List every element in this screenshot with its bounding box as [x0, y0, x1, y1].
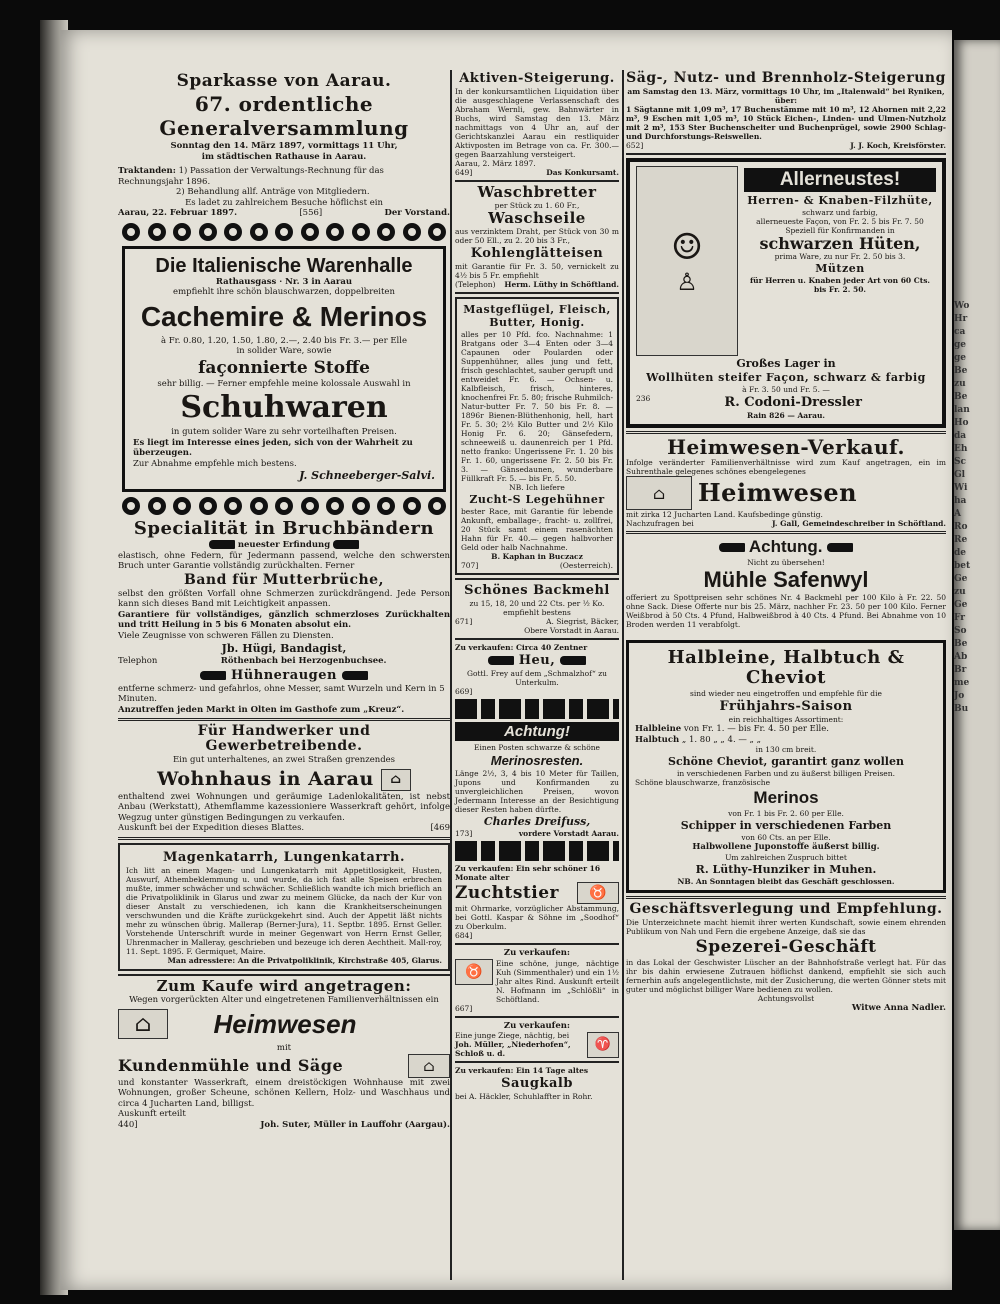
ad-sender: bei A. Häckler, Schuhlaffter in Rohr. — [455, 1092, 593, 1101]
right-page-fragment: ca — [954, 327, 966, 337]
ad-text: Wegen vorgerückten Alter und eingetretenen Familienverhältnissen ein — [129, 994, 439, 1005]
ad-kuh — [455, 948, 619, 1013]
ad-number: 649] — [455, 168, 473, 177]
pointing-hand-icon — [333, 540, 359, 549]
ad-text: in verschiedenen Farben und zu äußerst billigen Preisen. — [677, 769, 895, 778]
ornament-rings — [118, 221, 450, 243]
ring-ornament-icon — [250, 497, 268, 515]
ring-ornament-icon — [352, 223, 370, 241]
ad-text: schwarz und farbig, — [802, 208, 878, 217]
ad-heimwesen-muehle — [118, 976, 450, 1131]
ad-headline: Waschseile — [488, 209, 586, 227]
ad-subheadline: Hühneraugen — [231, 667, 337, 683]
right-page-fragment: Fr — [954, 613, 965, 623]
ring-ornament-icon — [122, 497, 140, 515]
ad-number: 652] — [626, 141, 644, 150]
ad-headline: Schuhwaren — [180, 390, 388, 425]
ad-headline: Mühle Safenwyl — [703, 567, 869, 592]
right-page-fragment: me — [954, 678, 970, 688]
divider — [455, 180, 619, 182]
ad-title: Aktiven-Steigerung. — [459, 71, 615, 86]
ad-text: per Stück zu 1. 60 Fr., — [494, 201, 580, 210]
right-page-fragment: Be — [954, 392, 968, 402]
ring-ornament-icon — [428, 223, 446, 241]
ad-headline: Merinos — [753, 788, 819, 807]
ad-sender: Charles Dreifuss, — [483, 815, 591, 828]
right-page-fragment: Gl — [954, 470, 966, 480]
ad-text: Auskunft bei der Expedition dieses Blattes. — [118, 823, 305, 833]
ad-sender: J. Gall, Gemeindeschreiber in Schöftland. — [771, 519, 946, 528]
ad-sender: Joh. Suter, Müller in Lauffohr (Aargau). — [260, 1119, 450, 1130]
ring-ornament-icon — [148, 223, 166, 241]
ad-number: 440] — [118, 1119, 138, 1130]
ad-text: „ 1. 80 „ „ 4. — „ „ — [681, 734, 762, 745]
ad-text: Zu verkaufen: Circa 40 Zentner — [455, 643, 588, 652]
ad-heu — [455, 643, 619, 696]
right-page-fragment: bet — [954, 561, 971, 571]
right-page-fragment: Jo — [954, 691, 965, 701]
ad-magenkatarrh — [118, 843, 450, 971]
ad-text: Garantiere für vollständiges, gänzlich schmerzloses Zurückhalten und tritt Heilung in 5 bis 6 Monaten absolut ein. — [118, 609, 450, 630]
right-page-fragment: A — [954, 509, 961, 519]
divider — [455, 943, 619, 945]
ad-headline: Kohlenglätteisen — [470, 246, 604, 261]
ad-text: Eine schöne, junge, nächtige Kuh (Simmenthaler) und ein 1½ Jahr altes Rind. Auskunft erteilt N. Hofmann im „Schlößli“ in Schöftland. — [496, 958, 619, 1004]
right-page-fragment: Wi — [954, 483, 968, 493]
right-page-fragment: ha — [954, 496, 967, 506]
ad-title: Achtung. — [748, 537, 823, 556]
column-3 — [622, 70, 950, 1013]
ad-title: Sparkasse von Aarau. — [176, 71, 392, 91]
ad-text: Schöne blauschwarze, französische — [635, 778, 771, 787]
ad-text: Gottl. Frey auf dem „Schmalzhof“ zu Unterkulm. — [467, 669, 607, 687]
ad-text: sehr billig. — Ferner empfehle meine kolossale Auswahl in — [157, 378, 411, 389]
ad-label: Traktanden: — [118, 166, 176, 176]
right-page-fragment: lan — [954, 405, 970, 415]
ad-warenhalle — [122, 246, 446, 493]
ornament-band — [455, 699, 619, 719]
ad-place: Obere Vorstadt in Aarau. — [524, 626, 619, 635]
ad-phone: (Telephon) — [455, 280, 496, 289]
ring-ornament-icon — [275, 223, 293, 241]
ad-number: 667] — [455, 1003, 473, 1013]
right-page-fragment: zu — [954, 587, 966, 597]
ad-text: aus verzinktem Draht, per Stück von 30 m oder 50 Ell., zu 2. 20 bis 3 Fr., — [455, 227, 619, 245]
ad-sender: J. Schneeberger-Salvi. — [299, 469, 435, 482]
ad-title: Allerneustes! — [744, 168, 936, 192]
ring-ornament-icon — [326, 497, 344, 515]
ad-number: 669] — [455, 687, 473, 696]
right-page-fragment: Ab — [954, 652, 968, 662]
ad-text: von Fr. 1. — bis Fr. 4. 50 per Elle. — [683, 724, 830, 734]
column-1 — [118, 70, 450, 1130]
ad-label: Halbtuch — [635, 734, 680, 745]
right-page-fragment: Ro — [954, 522, 968, 532]
right-page-fragment: So — [954, 626, 967, 636]
ad-text: Anzutreffen jeden Markt in Olten im Gasthofe zum „Kreuz“. — [118, 704, 405, 715]
ring-ornament-icon — [173, 497, 191, 515]
bull-illustration: ♉ — [577, 882, 619, 904]
right-page-fragment: Eh — [954, 444, 968, 454]
ad-subheadline: Großes Lager in — [736, 357, 836, 370]
ad-text: Ich litt an einem Magen- und Lungenkatarrh mit Appetitlosigkeit, Husten, Auswurf, Athembeklemmung u. und wurde, da ich fast alle Speisen erbrechen mußte, immer schwächer und schwächer. Schließlich wandte ich mich brieflich an die Privatpoliklinik in Glarus und zwar zu meinem Glücke, da nach der Kur von dieser Anstalt zu verschiedenen, ich kann die Krankheitserscheinungen verschwunden und die Kräfte zurückgekehrt sind. Auch der Appetit läßt nichts mehr zu wünschen übrig. Mallerap (Berner-Jura), 11. Septbr. 1895. Ernst Geller. Vorstehende Unterschrift wurde in meiner Gegenwart von Herrn Ernst Geller, Uhrenmacher in Malleray, geschrieben und bezeuge ich deren Aechtheit. Mall-roy, 11. Sept. 1895. F. Germiquet, Maire. — [126, 865, 442, 956]
ad-text: prima Ware, zu nur Fr. 2. 50 bis 3. — [774, 252, 906, 261]
ad-holz — [626, 71, 946, 150]
ad-text: Zur Abnahme empfehle mich bestens. — [133, 458, 297, 469]
ad-geschaeft — [626, 902, 946, 1014]
ad-subheadline: Band für Mutterbrüche, — [184, 571, 384, 588]
ad-subheadline: Wollhüten steifer Façon, schwarz & farbig — [646, 371, 926, 384]
pointing-hand-icon — [719, 543, 745, 552]
divider — [455, 1061, 619, 1063]
ad-title: Zum Kaufe wird angetragen: — [156, 976, 412, 995]
ad-text: Es ladet zu zahlreichem Besuche höflichst ein — [185, 197, 383, 208]
ad-title: Geschäftsverlegung und Empfehlung. — [629, 900, 943, 917]
ad-text: Achtungsvollst — [757, 993, 815, 1003]
ad-headline: Waschbretter — [477, 183, 597, 201]
ad-text: mit zirka 12 Jucharten Land. Kaufsbedinge günstig. — [626, 510, 823, 519]
ad-title: Die Italienische Warenhalle — [155, 254, 413, 277]
ad-number: 671] — [455, 617, 473, 626]
pointing-hand-icon — [342, 671, 368, 680]
ad-text: in solider Ware, sowie — [236, 346, 332, 356]
ad-bruchband — [118, 519, 450, 715]
ad-text: und konstanter Wasserkraft, einem dreistöckigen Wohnhause mit zwei Wohnungen, großer Scheune, schönen Kellern, Holz- und Waschhaus und circa 4 Jucharten Land, billigst. — [118, 1077, 450, 1109]
right-page-fragment: ge — [954, 353, 967, 363]
ad-text: Die Unterzeichnete macht hiemit ihrer werten Kundschaft, sowie einem ehrenden Publikum von Nah und Fern die ergebene Anzeige, daß sie das — [626, 917, 946, 936]
right-page-fragment: Be — [954, 639, 968, 649]
ad-subheadline: Frühjahrs-Saison — [719, 699, 853, 714]
ring-ornament-icon — [250, 223, 268, 241]
ad-text: Eine junge Ziege, nächtig, bei — [455, 1031, 570, 1040]
right-page-edge — [954, 40, 1000, 1230]
ad-place: Röthenbach bei Herzogenbuchsee. — [220, 656, 387, 666]
ad-headline: Heu, — [518, 653, 556, 668]
ad-place: Rain 826 — Aarau. — [746, 411, 826, 420]
pointing-hand-icon — [209, 540, 235, 549]
ad-sender: Joh. Müller, „Niederhofen“, Schloß u. d. — [455, 1040, 571, 1058]
divider — [118, 837, 450, 840]
house-icon: ⌂ — [381, 769, 411, 791]
ad-number: [469 — [430, 823, 450, 833]
ring-ornament-icon — [275, 497, 293, 515]
farmhouse-illustration: ⌂ — [626, 476, 692, 510]
pointing-hand-icon — [560, 656, 586, 665]
ad-headline: Wohnhaus in Aarau ⌂ — [118, 767, 450, 791]
ad-subheadline: Herren- & Knaben-Filzhüte, — [747, 194, 933, 207]
ad-text: offeriert zu Spottpreisen sehr schönes Nr. 4 Backmehl per 100 Kilo à Fr. 22. 50 ohne Sack. Diese Offerte nur bis 25. März, nachher Fr. 23. 50 per 100 Kilo. Ferner Weißbrod à 50 Cts. 4 Pfund, Halbweißbrod à 40 Cts. 4 Pfund. Bei Abnahme von 10 Broden werden 11 verabfolgt. — [626, 593, 946, 629]
ad-sender: Herm. Lüthy in Schöftland. — [504, 280, 619, 289]
mill-illustration: ⌂ — [408, 1054, 450, 1078]
ad-text: von 60 Cts. an per Elle. — [741, 833, 831, 842]
ad-backmehl — [455, 583, 619, 635]
ring-ornament-icon — [326, 223, 344, 241]
ad-text: 1 Sägtanne mit 1,09 m³, 17 Buchenstämme mit 10 m³, 12 Ahornen mit 2,22 m³, 9 Eschen mit 1,05 m³, 10 Stück Eichen-, Linden- und Ulmen-Nutzholz mit 2 m³, 153 Ster Buchenscheiter und Buchenprügel, sowie 2900 Schlag- und Durchforstungs-Reiswellen. — [626, 105, 946, 141]
ad-text: Nachzufragen bei — [626, 519, 694, 528]
ad-number: [556] — [299, 208, 323, 218]
ad-headline: Zuchtstier — [455, 883, 559, 903]
ad-text: alles per 10 Pfd. fco. Nachnahme: 1 Bratgans oder 3—4 Enten oder 3—4 Capaunen oder Poularden oder Suppenhühner, alles jung und fett, frisch geschlachtet, sauber gerupft und entweidet Fr. 6. — Ochsen- u. Kalbfleisch, frisch, hinteres, knochenfrei Fr. 5. 80; frische Ruhmilch-Natur-butter Fr. 7. 50 bis Fr. 8. — 1896r Bienen-Blüthenhonig, hell, hart Fr. 5. 30; 2½ Kilo Butter und 2½ Kilo Honig Fr. 6. 20; Gänsefedern, schneeweiß u. daunenreich per 1 Pfd. netto franko: Ungerissene Fr. 1. 20 bis Fr. 1. 60, ungerissene Fr. 2. 50 bis Fr. 3. — Gänsedaunen, wunderbare Füllkraft Fr. 5. — bis Fr. 5. 50. — [461, 330, 613, 483]
right-page-fragment: da — [954, 431, 967, 441]
ornament-rings — [118, 495, 450, 517]
ad-subheadline: Schipper in verschiedenen Farben — [680, 819, 892, 832]
right-page-fragment: zu — [954, 379, 966, 389]
ad-title: Achtung! — [455, 722, 619, 741]
divider — [626, 153, 946, 155]
ad-place: (Oesterreich). — [559, 561, 613, 570]
ring-ornament-icon — [122, 223, 140, 241]
ad-text: enthaltend zwei Wohnungen und geräumige Ladenlokalitäten, ist nebst Anbau (Werkstatt), Athemflamme kazessioniere Wasserkraft gehört, infolge Wegzug unter günstigen Bedingungen zu verkaufen. — [118, 791, 450, 823]
ad-achtung-merinos — [455, 722, 619, 838]
ad-text: empfiehlt ihre schön blauschwarzen, doppelbreiten — [173, 287, 395, 297]
ring-ornament-icon — [173, 223, 191, 241]
ad-halbleine — [626, 640, 946, 893]
pointing-hand-icon — [827, 543, 853, 552]
ad-waschbretter — [455, 185, 619, 289]
ad-text: neuester Erfindung — [237, 540, 331, 550]
ad-title: Magenkatarrh, Lungenkatarrh. — [162, 849, 406, 865]
divider — [455, 578, 619, 580]
ad-text: in das Lokal der Geschwister Lüscher an der Bahnhofstraße verlegt hat. Für das ihr bis dahin erwiesene Zutrauen höflichst dankend, empfiehlt sie sich auch fernerhin aufs angelegentlichste, mit der Zusicherung, die werten Gönner stets mit guter und möglichst billiger Ware bedienen zu wollen. — [626, 957, 946, 994]
ad-headline: Heimwesen — [698, 478, 858, 507]
ring-ornament-icon — [148, 497, 166, 515]
ornament-rings — [626, 631, 946, 637]
ad-text: im städtischen Rathause in Aarau. — [201, 151, 367, 162]
ad-heimwesen-verkauf — [626, 437, 946, 528]
ad-text: mit Ohrmarke, vorzüglicher Abstammung, bei Gottl. Kaspar & Söhne im „Soodhof“ zu Oberkulm. — [455, 904, 619, 931]
ad-sender: A. Siegrist, Bäcker, — [546, 617, 619, 626]
ad-text: Infolge veränderter Familienverhältnisse wird zum Kauf angetragen, ein im Suhrenthale gelegenes schönes ebengelegenes — [626, 458, 946, 476]
ring-ornament-icon — [301, 223, 319, 241]
ad-headline: Saugkalb — [501, 1076, 573, 1091]
ad-aktiven — [455, 71, 619, 177]
right-page-fragment: Br — [954, 665, 967, 675]
ad-sender: Jb. Hügi, Bandagist, — [221, 642, 347, 655]
ad-text: Nicht zu übersehen! — [747, 558, 825, 567]
ad-text: ein reichhaltiges Assortiment: — [728, 715, 844, 724]
ad-subheadline: Schöne Cheviot, garantirt ganz wollen — [668, 755, 904, 768]
right-page-fragment: Be — [954, 366, 968, 376]
ad-text: In der konkursamtlichen Liquidation über die ausgeschlagene Verlassenschaft des Abraham Wernli, gew. Bahnwärter in Buchs, wird Samstag den 13. März nachmittags von 4 Uhr an, auf der Gerichtskanzlei Aarau ein restliquider Aktivposten im Betrage von ca. Fr. 300.— gegen Baarzahlung versteigert. — [455, 87, 619, 159]
ad-text: NB. Ich liefere — [509, 483, 565, 492]
ad-headline: Merinosresten. — [490, 753, 584, 768]
ad-text: 2) Behandlung allf. Anträge von Mitgliedern. — [176, 187, 370, 197]
ad-text: 1) Passation der Verwaltungs-Rechnung für das Rechnungsjahr 1896. — [118, 166, 384, 187]
ad-headline: 67. ordentliche Generalversammlung — [159, 92, 409, 140]
right-page-fragment: Wo — [954, 301, 970, 311]
ad-subheadline: Kundenmühle und Säge — [118, 1055, 344, 1075]
ad-text: entferne schmerz- und gefahrlos, ohne Messer, samt Wurzeln und Kern in 5 Minuten. — [118, 683, 445, 704]
ad-text: in 130 cm breit. — [755, 745, 817, 754]
ad-place: vordere Vorstadt Aarau. — [518, 829, 619, 838]
ad-label: Halbleine — [635, 724, 682, 734]
ring-ornament-icon — [199, 223, 217, 241]
ad-text: Halbwollene Juponstoffe äußerst billig. — [692, 842, 880, 852]
ad-text: mit Garantie für Fr. 3. 50, vernickelt zu 4½ bis 5 Fr. empfiehlt — [455, 262, 619, 280]
right-page-fragment: de — [954, 548, 967, 558]
ad-headline: Schönes Backmehl — [464, 583, 610, 598]
ad-text: Zu verkaufen: Ein 14 Tage altes — [455, 1066, 589, 1075]
ad-sparkasse — [118, 71, 450, 219]
ring-ornament-icon — [301, 497, 319, 515]
ad-sender: Der Vorstand. — [384, 208, 450, 218]
ad-text: à Fr. 3. 50 und Fr. 5. — — [742, 385, 830, 394]
farmhouse-illustration: ⌂ — [118, 1009, 168, 1039]
ring-ornament-icon — [377, 223, 395, 241]
ad-sender: R. Codoni-Dressler — [724, 395, 862, 410]
divider — [455, 292, 619, 294]
divider — [455, 638, 619, 640]
ring-ornament-icon — [199, 497, 217, 515]
ring-ornament-icon — [377, 497, 395, 515]
ad-text: in gutem solider Ware zu sehr vorteilhaften Preisen. — [171, 427, 397, 437]
ad-text: Zu verkaufen: Ein sehr schöner 16 Monate alter — [455, 864, 601, 882]
ring-ornament-icon — [403, 223, 421, 241]
ad-subheadline: façonnierte Stoffe — [198, 357, 370, 378]
right-page-fragment: Hr — [954, 314, 968, 324]
hat-seller-illustration: ☺ ♙ — [636, 166, 738, 356]
ring-ornament-icon — [352, 497, 370, 515]
ad-note: NB. An Sonntagen bleibt das Geschäft geschlossen. — [677, 876, 895, 886]
ad-note: Es liegt im Interesse eines jeden, sich von der Wahrheit zu überzeugen. — [133, 437, 413, 458]
ring-ornament-icon — [224, 497, 242, 515]
ad-title: Heimwesen-Verkauf. — [667, 435, 905, 459]
ad-zuchtstier — [455, 864, 619, 940]
ad-sender: Das Konkursamt. — [546, 168, 619, 177]
ad-headline: Spezerei-Geschäft — [695, 936, 877, 957]
ad-subheadline: Mützen — [815, 262, 865, 275]
divider — [626, 431, 946, 434]
divider — [118, 974, 450, 976]
right-page-fragment: Ge — [954, 600, 968, 610]
ad-text: von Fr. 1 bis Fr. 2. 60 per Elle. — [728, 809, 844, 818]
cow-illustration: ♉ — [455, 959, 493, 985]
ad-text: am Samstag den 13. März, vormittags 10 Uhr, im „Italenwald“ bei Ryniken, über: — [627, 87, 945, 105]
ad-ziege — [455, 1021, 619, 1059]
ad-wohnhaus — [118, 724, 450, 834]
ad-text: sind wieder neu eingetroffen und empfehle für die — [690, 689, 882, 698]
divider — [626, 531, 946, 534]
ring-ornament-icon — [224, 223, 242, 241]
ad-sender: J. J. Koch, Kreisförster. — [850, 141, 946, 150]
pointing-hand-icon — [200, 671, 226, 680]
ad-title: Specialität in Bruchbändern — [133, 518, 435, 539]
ad-text: allerneueste Façon, von Fr. 2. 5 bis Fr. 7. 50 — [756, 217, 924, 226]
ad-number: 684] — [455, 931, 473, 940]
ad-headline: Cachemire & Merinos — [140, 300, 428, 332]
right-page-fragment: Ho — [954, 418, 969, 428]
right-page-fragment: Sc — [954, 457, 966, 467]
pointing-hand-icon — [488, 656, 514, 665]
ad-mastgefluegel — [455, 297, 619, 575]
ad-subheadline: Zucht-S Legehühner — [469, 493, 605, 506]
ad-text: selbst den größten Vorfall ohne Schmerzen zurückdrängend. Jede Person kann sich dieses Band mit Leichtigkeit anpassen. — [118, 588, 450, 609]
ad-text: Viele Zeugnisse von schweren Fällen zu Diensten. — [118, 630, 334, 641]
ad-text: elastisch, ohne Federn, für Jedermann passend, welche den schwersten Bruch unter Garantie vollständig zurückhalten. Ferner — [118, 550, 450, 571]
ad-sender: R. Lüthy-Hunziker in Muhen. — [695, 862, 877, 876]
column-2 — [452, 70, 622, 1101]
right-page-fragment: Bu — [954, 704, 969, 714]
ad-title: Für Handwerker und Gewerbetreibende. — [197, 723, 371, 754]
divider — [455, 1016, 619, 1018]
ad-saugkalb — [455, 1066, 619, 1101]
ad-sender: B. Kaphan in Buczacz — [491, 552, 583, 561]
ad-text: mit — [276, 1043, 292, 1053]
ring-ornament-icon — [428, 497, 446, 515]
ad-sender: Witwe Anna Nadler. — [851, 1002, 946, 1013]
right-page-fragment: ge — [954, 340, 967, 350]
ad-headline: Heimwesen — [213, 1009, 357, 1039]
ad-allerneuestes — [626, 158, 946, 428]
ad-text: Sonntag den 14. März 1897, vormittags 11 Uhr, — [170, 141, 398, 151]
ad-date: Aarau, 2. März 1897. — [455, 159, 536, 168]
ornament-band — [455, 841, 619, 861]
ad-date: Aarau, 22. Februar 1897. — [118, 208, 238, 218]
ad-text: Um zahlreichen Zuspruch bittet — [725, 852, 847, 862]
ad-number: 173] — [455, 829, 473, 838]
ad-title: Säg-, Nutz- und Brennholz-Steigerung — [626, 70, 946, 86]
ad-address: Rathausgass · Nr. 3 in Aarau — [215, 276, 353, 287]
ad-text: Einen Posten schwarze & schöne — [474, 743, 600, 752]
divider — [626, 896, 946, 899]
divider — [118, 718, 450, 721]
ad-title: Zu verkaufen: — [503, 1020, 571, 1031]
ad-phone: Telephon — [118, 656, 158, 666]
ad-text: zu 15, 18, 20 und 22 Cts. per ½ Ko. empfiehlt bestens — [469, 599, 605, 617]
ad-text: bester Race, mit Garantie für lebende Ankunft, emballage-, fracht- u. zollfrei, 20 Stück samt einem rasenächten Hahn für Fr. 40.— gegen halbvorher Geld oder halb Nachnahme. — [461, 507, 613, 552]
ad-title: Halbleine, Halbtuch & Cheviot — [667, 647, 905, 688]
right-page-fragment: Ge — [954, 574, 968, 584]
ad-number: 707] — [461, 561, 479, 570]
ad-text: Speziell für Konfirmanden in — [785, 226, 895, 235]
ad-title: Mastgeflügel, Fleisch, Butter, Honig. — [463, 303, 611, 329]
goat-illustration: ♈ — [587, 1032, 619, 1058]
ad-muehle — [626, 537, 946, 629]
ad-text: für Herren u. Knaben jeder Art von 60 Cts. bis Fr. 2. 50. — [749, 276, 931, 294]
ad-text: à Fr. 0.80, 1.20, 1.50, 1.80, 2.—, 2.40 bis Fr. 3.— per Elle — [160, 335, 408, 346]
ad-address: Man adressiere: An die Privatpoliklinik, Kirchstraße 405, Glarus. — [167, 955, 442, 965]
ad-text: Ein gut unterhaltenes, an zwei Straßen grenzendes — [172, 755, 396, 765]
ad-text: Länge 2½, 3, 4 bis 10 Meter für Taillen, Jupons und Konfirmanden zu unvergleichlichen Preisen, wovon Jedermann Interesse an der Besichtigung dieser Resten haben dürfte. — [455, 769, 619, 814]
ad-text: Auskunft erteilt — [118, 1109, 186, 1119]
ad-headline: schwarzen Hüten, — [759, 234, 921, 253]
right-page-fragment: Re — [954, 535, 968, 545]
ad-number: 236 — [636, 394, 651, 403]
ad-title: Zu verkaufen: — [503, 948, 571, 958]
ring-ornament-icon — [403, 497, 421, 515]
